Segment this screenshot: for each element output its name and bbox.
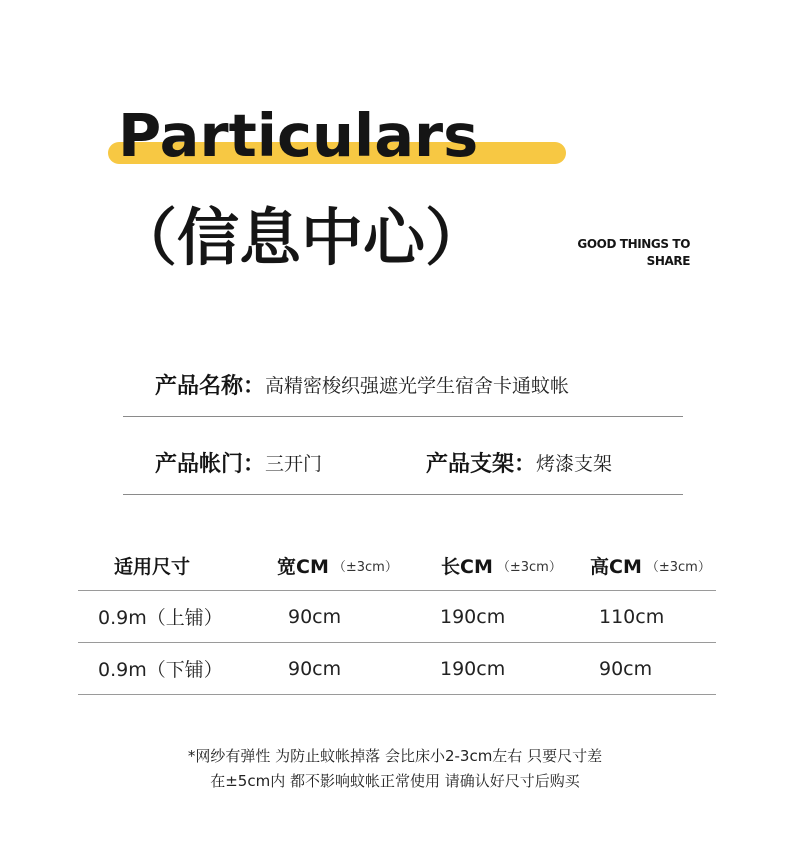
header-length-tolerance: （±3cm） <box>496 559 562 575</box>
tagline-line-1: GOOD THINGS TO <box>577 237 690 251</box>
page-title: Particulars <box>118 101 479 170</box>
info-row-name <box>123 352 683 417</box>
page-subtitle: （信息中心） <box>115 201 488 274</box>
product-frame-field <box>426 430 612 494</box>
info-row-door-frame <box>123 430 683 495</box>
product-name-value: 高精密梭织强遮光学生宿舍卡通蚊帐 <box>265 374 570 397</box>
header-length-label: 长CM <box>441 555 493 578</box>
table-row <box>78 591 716 643</box>
row-1-length: 190cm <box>440 605 506 628</box>
row-1-height: 110cm <box>599 605 665 628</box>
size-table-header <box>78 540 716 591</box>
row-1-size: 0.9m（上铺） <box>98 607 223 629</box>
row-1-width: 90cm <box>288 605 342 628</box>
header-height-label: 高CM <box>590 555 642 578</box>
header-cell-height <box>590 540 711 590</box>
header-width-label: 宽CM <box>277 555 329 578</box>
footnote-line-2: 在±5cm内 都不影响蚊帐正常使用 请确认好尺寸后购买 <box>210 772 580 790</box>
header-cell-size <box>114 540 190 590</box>
header-width-tolerance: （±3cm） <box>332 559 398 575</box>
product-name-field <box>155 352 569 416</box>
product-name-label: 产品名称： <box>155 373 266 399</box>
size-table <box>78 540 716 695</box>
product-frame-value: 烤漆支架 <box>536 452 613 475</box>
tagline-line-2: SHARE <box>646 254 690 268</box>
header-size-label: 适用尺寸 <box>114 555 191 578</box>
product-frame-label: 产品支架： <box>426 451 537 477</box>
product-door-label: 产品帐门： <box>155 451 266 477</box>
row-2-height: 90cm <box>599 657 653 680</box>
product-door-field <box>155 430 322 494</box>
footnote-line-1: *网纱有弹性 为防止蚊帐掉落 会比床小2-3cm左右 只要尺寸差 <box>187 747 603 765</box>
header-cell-width <box>277 540 398 590</box>
title-block <box>108 96 578 176</box>
header-cell-length <box>441 540 562 590</box>
footnote <box>0 744 790 794</box>
row-2-width: 90cm <box>288 657 342 680</box>
tagline <box>560 236 690 270</box>
table-row <box>78 643 716 695</box>
product-door-value: 三开门 <box>265 452 323 475</box>
header-height-tolerance: （±3cm） <box>645 559 711 575</box>
row-2-length: 190cm <box>440 657 506 680</box>
row-2-size: 0.9m（下铺） <box>98 659 223 681</box>
